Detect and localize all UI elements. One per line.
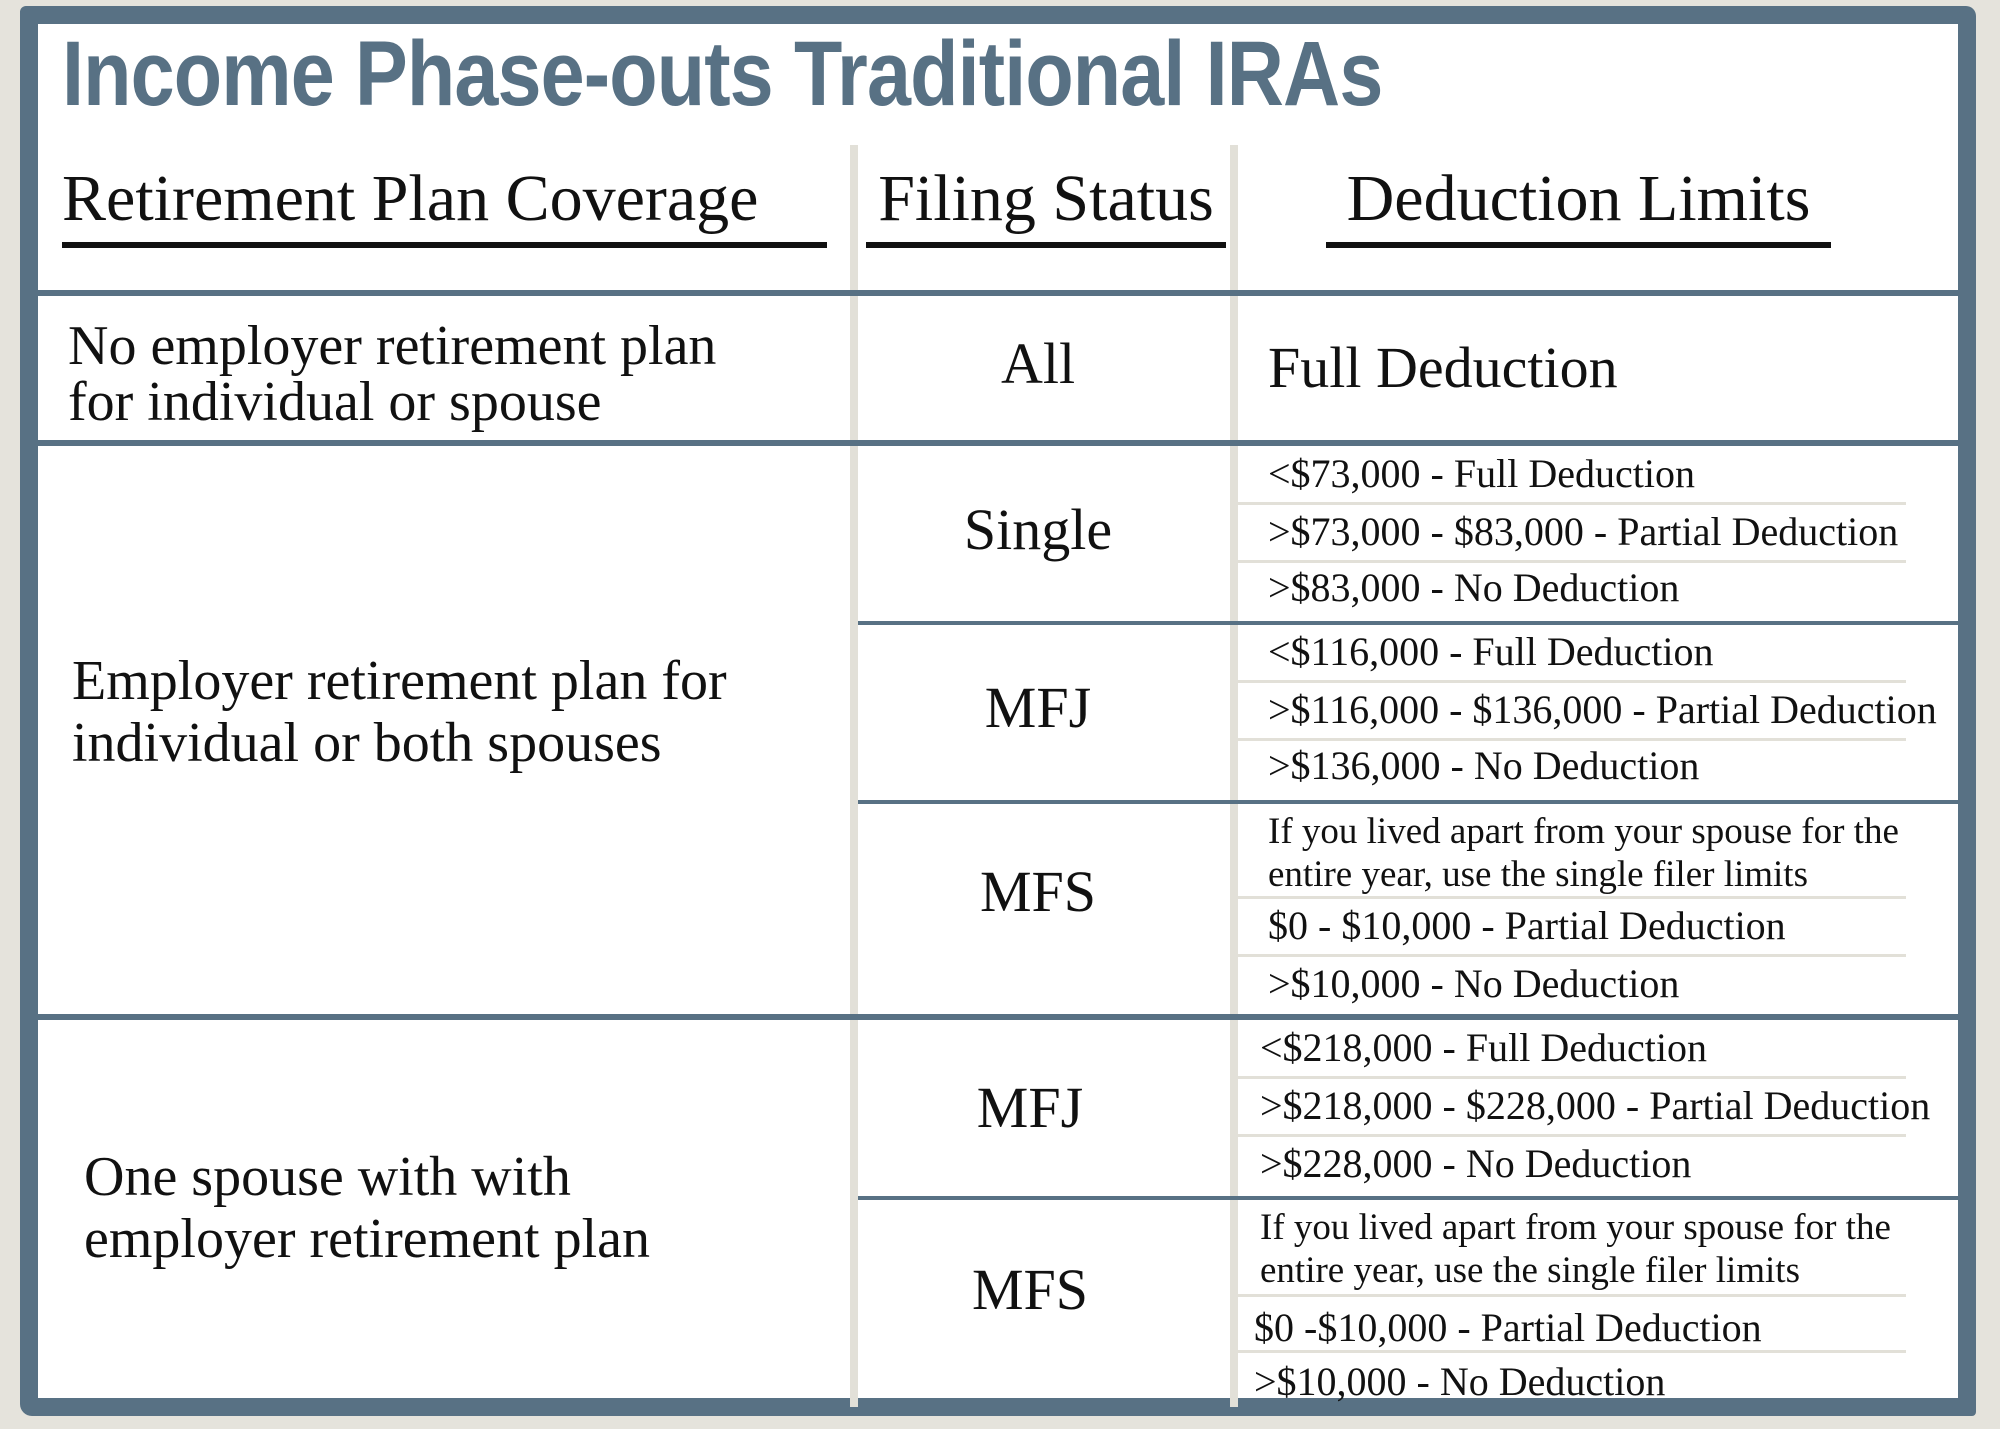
coverage-line: individual or both spouses [72, 712, 662, 774]
header-filing-status: Filing Status [866, 160, 1226, 248]
deduction-limit: >$83,000 - No Deduction [1268, 565, 1680, 610]
filing-status-cell: MFJ [984, 675, 1092, 740]
coverage-line: for individual or spouse [68, 371, 602, 433]
limit-divider [1238, 1076, 1906, 1079]
limit-divider [1238, 954, 1906, 957]
group-divider [858, 621, 1974, 625]
column-divider [850, 145, 858, 1407]
coverage-line: employer retirement plan [84, 1208, 650, 1270]
deduction-limit: $0 - $10,000 - Partial Deduction [1268, 903, 1786, 948]
filing-status-cell: MFJ [976, 1075, 1084, 1140]
deduction-limit: >$10,000 - No Deduction [1268, 961, 1680, 1006]
coverage-cell [84, 1146, 650, 1270]
deduction-limit: $0 -$10,000 - Partial Deduction [1254, 1305, 1762, 1350]
limit-divider [1238, 680, 1906, 683]
deduction-limit: >$116,000 - $136,000 - Partial Deduction [1268, 687, 1937, 732]
coverage-cell [68, 315, 717, 433]
column-divider [1230, 145, 1238, 1407]
coverage-line: No employer retirement plan [68, 315, 717, 377]
deduction-limit: Full Deduction [1268, 335, 1618, 400]
limit-divider [1238, 560, 1906, 563]
limit-divider [1238, 1134, 1906, 1137]
row-divider [36, 1014, 1974, 1020]
header-coverage: Retirement Plan Coverage [62, 160, 827, 248]
limit-divider [1238, 738, 1906, 741]
filing-status-cell: MFS [971, 1257, 1089, 1322]
deduction-limit: >$218,000 - $228,000 - Partial Deduction [1260, 1083, 1931, 1128]
coverage-line: One spouse with with [84, 1146, 571, 1208]
group-divider [858, 800, 1974, 804]
deduction-limit: <$73,000 - Full Deduction [1268, 451, 1695, 496]
row-divider [36, 290, 1974, 296]
row-divider [36, 440, 1974, 446]
deduction-limit: >$10,000 - No Deduction [1254, 1359, 1666, 1404]
coverage-cell [72, 650, 727, 774]
header-deduction-limits: Deduction Limits [1326, 160, 1831, 248]
deduction-limit: >$136,000 - No Deduction [1268, 743, 1700, 788]
page-title: Income Phase-outs Traditional IRAs [62, 23, 1383, 125]
deduction-note: If you lived apart from your spouse for the entire year, use the single filer limits [1260, 1207, 1891, 1291]
deduction-limit: >$73,000 - $83,000 - Partial Deduction [1268, 509, 1899, 554]
group-divider [858, 1196, 1974, 1200]
filing-status-cell: MFS [979, 859, 1097, 924]
limit-divider [1238, 502, 1906, 505]
deduction-limit: >$228,000 - No Deduction [1260, 1141, 1692, 1186]
coverage-line: Employer retirement plan for [72, 650, 727, 712]
deduction-limit: <$218,000 - Full Deduction [1260, 1025, 1707, 1070]
deduction-note: If you lived apart from your spouse for the entire year, use the single filer limits [1268, 811, 1899, 895]
limit-divider [1238, 896, 1906, 899]
filing-status-cell: Single [963, 497, 1113, 562]
filing-status-cell: All [1000, 331, 1076, 396]
deduction-limit: <$116,000 - Full Deduction [1268, 629, 1714, 674]
limit-divider [1238, 1294, 1906, 1297]
